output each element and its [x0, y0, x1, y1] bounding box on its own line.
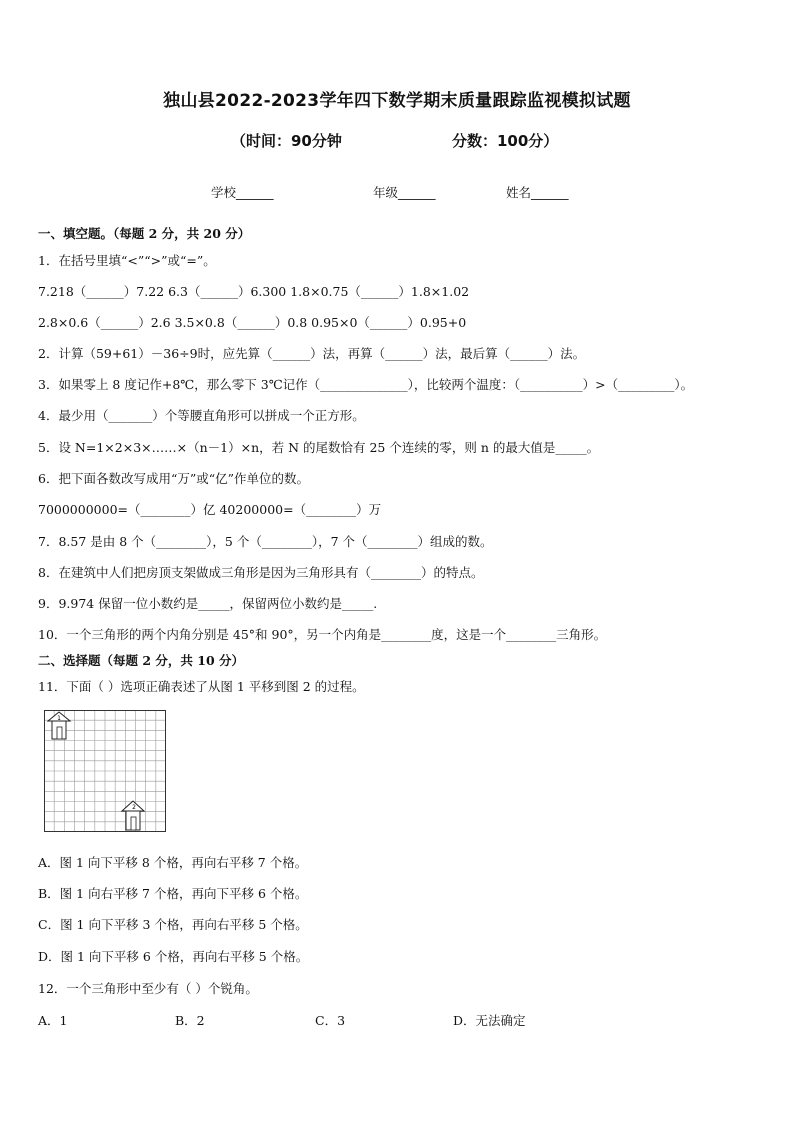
section1-heading: 一、填空题。（每题 2 分，共 20 分）	[38, 226, 251, 241]
option-12-a: A．1	[38, 1013, 68, 1028]
name-field: 姓名______	[506, 185, 569, 200]
question-5: 5．设 N=1×2×3×……×（n－1）×n，若 N 的尾数恰有 25 个连续的零，则 n 的最大值是_____。	[38, 440, 600, 455]
option-12-b: B．2	[175, 1013, 205, 1028]
option-12-d: D．无法确定	[453, 1013, 526, 1028]
option-12-c: C．3	[315, 1013, 346, 1028]
figure-2-label: 2	[132, 804, 136, 811]
house-figure-1	[48, 712, 70, 739]
section2-heading: 二、选择题（每题 2 分，共 10 分）	[38, 653, 245, 668]
question-1: 1．在括号里填“<”“>”或“=”。	[38, 253, 216, 268]
question-11: 11．下面（ ）选项正确表述了从图 1 平移到图 2 的过程。	[38, 679, 365, 694]
figure-1-label: 1	[57, 715, 61, 722]
question-7: 7．8.57 是由 8 个（________），5 个（________），7 个（________）组成的数。	[38, 534, 493, 549]
question-12: 12．一个三角形中至少有（ ）个锐角。	[38, 981, 258, 996]
question-3: 3．如果零上 8 度记作+8℃，那么零下 3℃记作（______________），比较两个温度：（__________）>（_________）。	[38, 377, 694, 392]
question-9: 9．9.974 保留一位小数约是_____，保留两位小数约是_____.	[38, 596, 378, 611]
exam-time: （时间：90分钟	[231, 132, 342, 150]
school-field: 学校______	[211, 185, 274, 200]
exam-score: 分数：100分）	[452, 132, 559, 150]
question-4: 4．最少用（_______）个等腰直角形可以拼成一个正方形。	[38, 408, 365, 423]
question-10: 10．一个三角形的两个内角分别是 45°和 90°，另一个内角是________度，这是一个________三角形。	[38, 627, 607, 642]
question-6: 6．把下面各数改写成用“万”或“亿”作单位的数。	[38, 471, 310, 486]
question-8: 8．在建筑中人们把房顶支架做成三角形是因为三角形具有（________）的特点。	[38, 565, 484, 580]
question-6-row: 7000000000=（________）亿 40200000=（________）万	[38, 502, 382, 517]
option-11-b: B．图 1 向右平移 7 个格，再向下平移 6 个格。	[38, 886, 308, 901]
option-11-a: A．图 1 向下平移 8 个格，再向右平移 7 个格。	[38, 855, 308, 870]
translation-grid-figure	[44, 710, 166, 832]
question-1-row1: 7.218（______）7.22 6.3（______）6.300 1.8×0.75（______）1.8×1.02	[38, 284, 470, 299]
exam-title: 独山县2022-2023学年四下数学期末质量跟踪监视模拟试题	[163, 91, 631, 111]
option-11-c: C．图 1 向下平移 3 个格，再向右平移 5 个格。	[38, 917, 308, 932]
question-1-row2: 2.8×0.6（______）2.6 3.5×0.8（______）0.8 0.95×0（______）0.95+0	[38, 315, 467, 330]
question-2: 2．计算（59+61）－36÷9时，应先算（______）法，再算（______）法，最后算（______）法。	[38, 346, 586, 361]
grade-field: 年级______	[373, 185, 436, 200]
option-11-d: D．图 1 向下平移 6 个格，再向右平移 5 个格。	[38, 949, 309, 964]
